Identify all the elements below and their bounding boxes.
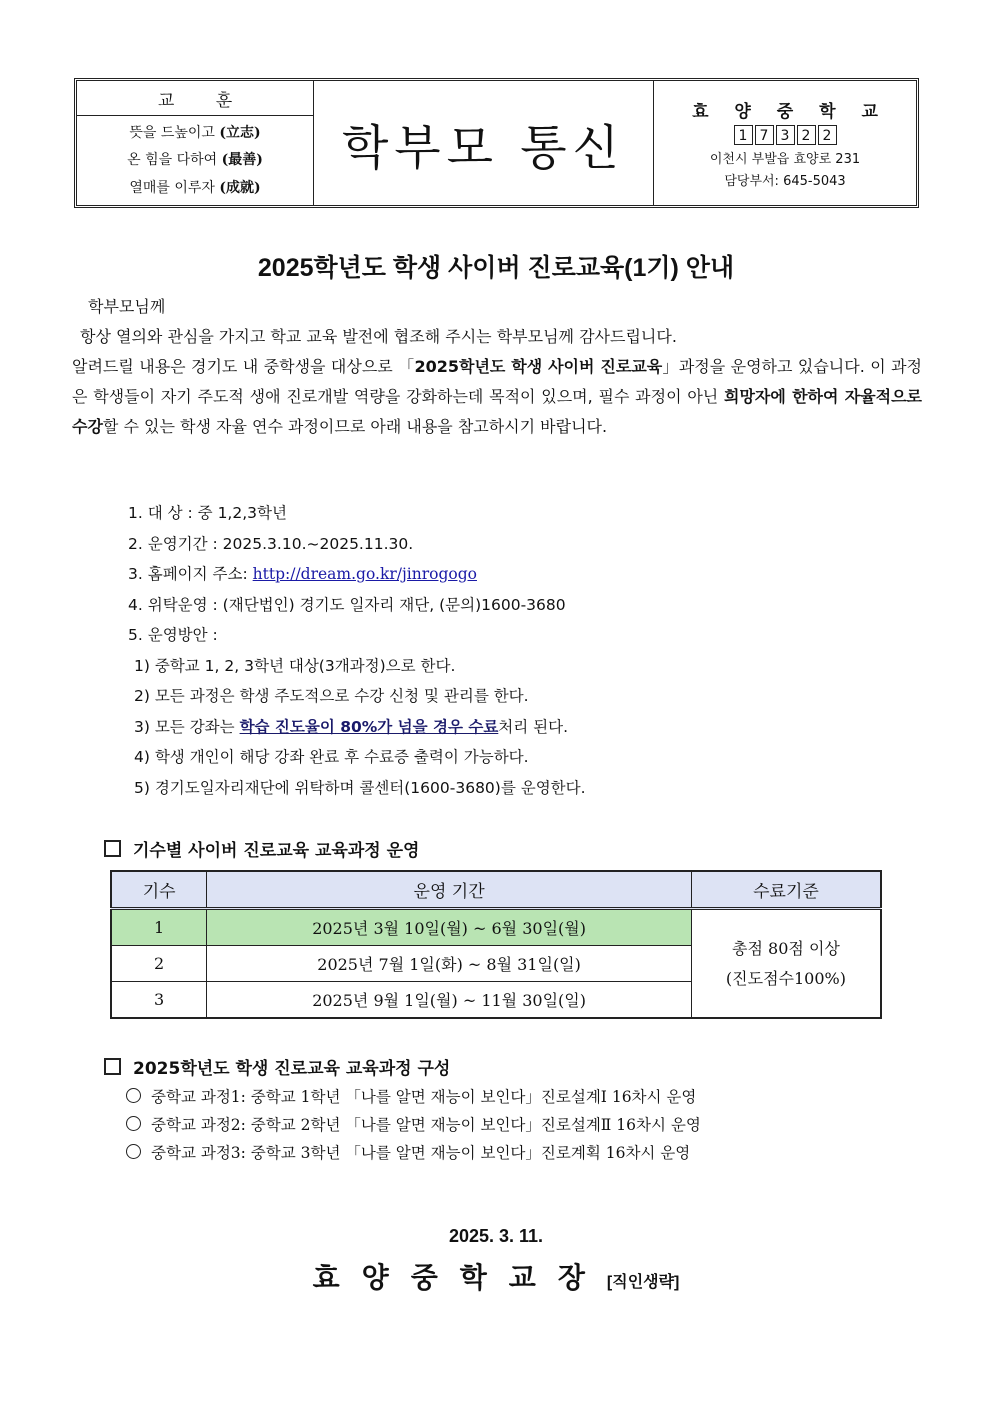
square-bullet-icon: [104, 1058, 121, 1075]
school-motto: [77, 81, 314, 205]
section-heading-schedule: 기수별 사이버 진로교육 교육과정 운영: [104, 836, 419, 861]
list-item: 5) 경기도일자리재단에 위탁하며 콜센터(1600-3680)를 운영한다.: [134, 778, 586, 797]
circle-bullet-icon: [126, 1088, 141, 1103]
motto-title: 교 훈: [77, 81, 313, 116]
circle-bullet-icon: [126, 1116, 141, 1131]
motto-line: 뜻을 드높이고 (立志): [129, 124, 261, 141]
list-item: 중학교 과정2: 중학교 2학년 「나를 알면 재능이 보인다」진로설계Ⅱ 16차시 운영: [126, 1111, 701, 1139]
school-name: 효 양 중 학 교: [692, 102, 888, 122]
postcode: 1 7 3 2 2: [734, 125, 837, 145]
issue-date: 2025. 3. 11.: [448, 1226, 544, 1246]
course-list: [126, 1083, 701, 1167]
list-item: 4. 위탁운영 : (재단법인) 경기도 일자리 재단, (문의)1600-3680: [128, 595, 566, 614]
school-address: 이천시 부발읍 효양로 231: [709, 152, 861, 167]
schedule-table: [110, 870, 882, 1019]
list-item: 1) 중학교 1, 2, 3학년 대상(3개과정)으로 한다.: [134, 656, 456, 675]
table-header: 수료기준: [691, 871, 881, 909]
list-item: 5. 운영방안 :: [128, 626, 218, 644]
table-row: 2 2025년 7월 1일(화) ~ 8월 31일(일): [111, 946, 881, 982]
list-item: 1. 대 상 : 중 1,2,3학년: [128, 504, 287, 522]
school-contact: 담당부서: 645-5043: [724, 174, 846, 189]
square-bullet-icon: [104, 840, 121, 857]
homepage-link[interactable]: http://dream.go.kr/jinrogogo: [252, 565, 477, 583]
newsletter-title: 학부모 통신: [314, 81, 654, 205]
section-heading-courses: 2025학년도 학생 진로교육 교육과정 구성: [104, 1054, 450, 1079]
document-title: 2025학년도 학생 사이버 진로교육(1기) 안내: [257, 254, 735, 282]
seal-note: [직인생략]: [606, 1274, 680, 1291]
list-item: 2) 모든 과정은 학생 주도적으로 수강 신청 및 관리를 한다.: [134, 687, 529, 705]
table-header: 기수: [111, 871, 207, 909]
list-item: 4) 학생 개인이 해당 강좌 완료 후 수료증 출력이 가능하다.: [134, 748, 529, 766]
list-item: 중학교 과정1: 중학교 1학년 「나를 알면 재능이 보인다」진로설계Ⅰ 16차시 운영: [126, 1083, 701, 1111]
intro-paragraph: 항상 열의와 관심을 가지고 학교 교육 발전에 협조해 주시는 학부모님께 감사드립니다. 알려드릴 내용은 경기도 내 중학생을 대상으로 「2025학년도 학생 사이버 진로교육」과정을 운영하고 있습니다. 이 과정은 학생들이 자기 주도적 생애 진로개발 역량을 강화하는데 목적이 있으며, 필수 과정이 아닌 희망자에 한하여 자율적으로 수강할 수 있는 학생 자율 연수 과정이므로 아래 내용을 참고하시기 바랍니다.: [72, 327, 922, 436]
table-header: 운영 기간: [207, 871, 692, 909]
list-item: 중학교 과정3: 중학교 3학년 「나를 알면 재능이 보인다」진로계획 16차시 운영: [126, 1139, 701, 1167]
criteria-cell: 총점 80점 이상 (진도점수100%): [691, 909, 881, 1019]
motto-line: 온 힘을 다하여 (最善): [127, 152, 263, 169]
greeting: 학부모님께: [88, 297, 166, 316]
school-info: [654, 81, 916, 205]
table-row: 1 2025년 3월 10일(월) ~ 6월 30일(월) 총점 80점 이상 (진도점수100%): [111, 909, 881, 946]
table-row: 3 2025년 9월 1일(월) ~ 11월 30일(일): [111, 982, 881, 1019]
list-item: 3. 홈페이지 주소: http://dream.go.kr/jinrogogo: [128, 565, 477, 583]
motto-line: 열매를 이루자 (成就): [129, 180, 261, 197]
list-item: 3) 모든 강좌는 학습 진도율이 80%가 넘을 경우 수료처리 된다.: [134, 717, 569, 736]
list-item: 2. 운영기간 : 2025.3.10.~2025.11.30.: [128, 534, 414, 553]
principal-name: 효양중학교장: [312, 1261, 607, 1294]
newsletter-header: [74, 78, 919, 208]
signature-line: [0, 1256, 992, 1296]
circle-bullet-icon: [126, 1144, 141, 1159]
info-list: [128, 498, 586, 803]
